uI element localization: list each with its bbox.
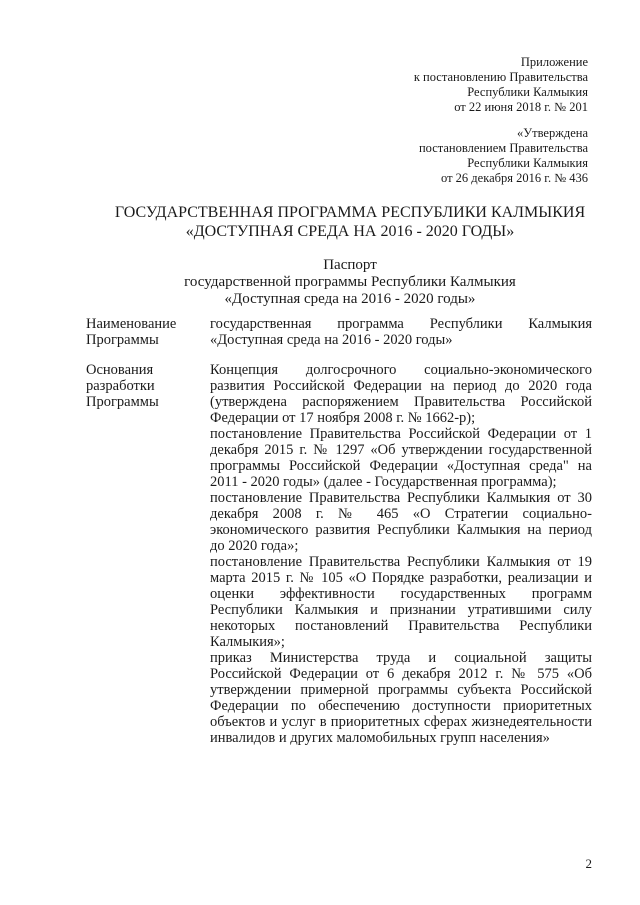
passport-heading — [60, 257, 640, 308]
approval-line: к постановлению Правительства — [413, 70, 588, 84]
paragraph: приказ Министерства труда и социальной защиты Российской Федерации от 6 декабря 2012 г. № 575 «Об утверждении примерной программы субъекта Российской Федерации по обеспечению доступности приоритетных объектов и услуг в приоритетных сферах жизнедеятельности инвалидов и других маломобильных групп населения» — [210, 650, 592, 746]
title-line: ГОСУДАРСТВЕННАЯ ПРОГРАММА РЕСПУБЛИКИ КАЛМЫКИЯ — [114, 204, 586, 221]
program-basis-value — [210, 362, 592, 746]
passport-heading-line: государственной программы Республики Калмыкия — [184, 274, 516, 290]
approval-stamp-original — [419, 126, 588, 186]
approval-stamp-current — [414, 55, 588, 115]
page-number: 2 — [585, 856, 592, 871]
paragraph: постановление Правительства Республики Калмыкия от 19 марта 2015 г. № 105 «О Порядке разработки, реализации и оценки эффективности государственных программ Республики Калмыкия и признании утратившими силу некоторых постановлений Правительства Республики Калмыкия»; — [210, 554, 592, 650]
program-name-value — [210, 316, 592, 348]
document-title — [60, 203, 640, 241]
paragraph: Концепция долгосрочного социально-экономического развития Российской Федерации на период до 2020 года (утверждена распоряжением Правительства Российской Федерации от 17 ноября 2008 г. № 1662-р); — [210, 362, 592, 426]
approval-line: Республики Калмыкия — [467, 85, 588, 99]
passport-heading-line: «Доступная среда на 2016 - 2020 годы» — [224, 291, 476, 307]
approval-line: от 22 июня 2018 г. № 201 — [454, 100, 588, 114]
passport-heading-line: Паспорт — [323, 257, 377, 273]
approval-line: постановлением Правительства — [418, 141, 588, 155]
approval-line: Республики Калмыкия — [467, 156, 588, 170]
paragraph: постановление Правительства Российской Федерации от 1 декабря 2015 г. № 1297 «Об утверждении государственной программы Российской Федерации «Доступная среда" на 2011 - 2020 годы» (далее - Государственная программа); — [210, 426, 592, 490]
approval-line: «Утверждена — [517, 126, 588, 140]
title-line: «ДОСТУПНАЯ СРЕДА НА 2016 - 2020 ГОДЫ» — [185, 223, 515, 240]
program-name-label: Наименование Программы — [86, 316, 177, 348]
approval-line: Приложение — [520, 55, 588, 69]
paragraph: государственная программа Республики Калмыкия «Доступная среда на 2016 - 2020 годы» — [210, 316, 592, 348]
program-basis-label: Основания разработки Программы — [86, 362, 159, 410]
approval-line: от 26 декабря 2016 г. № 436 — [440, 171, 588, 185]
paragraph: постановление Правительства Республики Калмыкия от 30 декабря 2008 г. № 465 «О Стратегии социально-экономического развития Республики Калмыкия на период до 2020 года»; — [210, 490, 592, 554]
